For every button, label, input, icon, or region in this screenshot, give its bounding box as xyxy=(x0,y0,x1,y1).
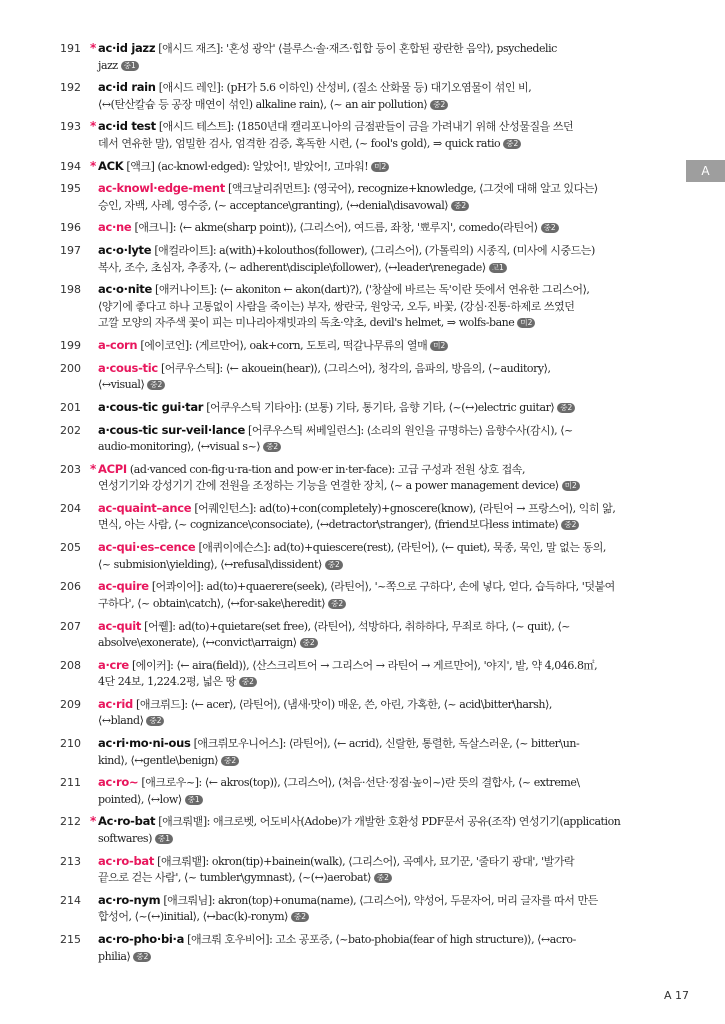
headword: ac·ro-bat xyxy=(98,853,155,868)
entry-198 xyxy=(60,281,675,332)
entry-number: 192 xyxy=(60,81,81,95)
definition-text: 합성어, ⟨~(↔)initial⟩, ⟨↔bac(k)-ronym⟩ xyxy=(98,910,288,924)
entry-line xyxy=(98,813,675,831)
entry-number: 212 xyxy=(60,815,81,829)
definition-text: [애크니]: ⟨← akme(sharp point)⟩, ⟨그리스어⟩, 여드름, 좌창, '뾰루지', comedo⟨라틴어⟩ xyxy=(134,221,538,235)
entry-200 xyxy=(60,360,675,394)
entry-content xyxy=(98,931,675,965)
entry-content xyxy=(98,337,675,355)
definition-text: 데서 연유한 말⟩, 엄밀한 검사, 엄격한 검증, 혹독한 시련, ⟨~ fool's gold⟩, ⇒ quick ratio xyxy=(98,136,501,150)
entry-195 xyxy=(60,180,675,214)
level-badge: 중2 xyxy=(263,442,281,452)
definition-text: [애컬라이트]: a(with)+kolouthos(follower), ⟨그리스어⟩, (가톨릭의) 시종직, (미사에 시중드는) xyxy=(154,244,595,258)
entry-line xyxy=(98,399,675,417)
definition-text: 승인, 자백, 사례, 영수증, ⟨~ acceptance\granting⟩, ⟨↔denial\disavowal⟩ xyxy=(98,198,449,212)
entry-line xyxy=(98,539,675,557)
entry-content xyxy=(98,399,675,417)
entry-content xyxy=(98,242,675,276)
headword: ac-knowl·edge-ment xyxy=(98,181,225,196)
entry-number: 213 xyxy=(60,854,81,868)
entry-line xyxy=(98,260,675,277)
entry-line xyxy=(98,909,675,926)
entry-number: 209 xyxy=(60,697,81,711)
headword: ac·id test xyxy=(98,119,156,134)
level-badge: 중2 xyxy=(300,638,318,648)
entry-206 xyxy=(60,578,675,612)
definition-text: [어쿠우스틱 기타아]: (보통) 기타, 통기타, 음향 기타, ⟨~(↔)electric guitar⟩ xyxy=(206,400,555,414)
entry-content xyxy=(90,461,675,495)
section-tab[interactable]: A xyxy=(686,160,725,182)
entry-line xyxy=(98,97,675,114)
entry-number: 200 xyxy=(60,361,81,375)
headword: ACK xyxy=(98,158,124,173)
entry-content xyxy=(90,813,675,847)
entry-208 xyxy=(60,657,675,691)
level-badge: 중2 xyxy=(328,599,346,609)
entry-line xyxy=(98,461,675,479)
headword: Ac·ro-bat xyxy=(98,814,156,829)
entry-line xyxy=(98,635,675,652)
entry-line xyxy=(98,315,675,332)
definition-text: ⟨↔bland⟩ xyxy=(98,714,144,728)
level-badge: 중2 xyxy=(133,952,151,962)
page-number: A 17 xyxy=(663,989,689,1002)
entry-line xyxy=(98,892,675,910)
level-badge: 중1 xyxy=(155,834,173,844)
entry-content xyxy=(98,578,675,612)
entry-191 xyxy=(60,40,675,74)
entry-content xyxy=(98,500,675,534)
definition-text: [어콰이어]: ad(to)+quaerere(seek), ⟨라틴어⟩, '~쪽으로 구하다', 손에 넣다, 얻다, 습득하다, '덧붙여 xyxy=(151,580,615,594)
definition-text: jazz xyxy=(98,58,118,72)
entry-number: 197 xyxy=(60,244,81,258)
headword: ac·rid xyxy=(98,696,133,711)
definition-text: [에이커]: ⟨← aira(field)⟩, ⟨산스크리트어 → 그리스어 → 라틴어 → 게르만어⟩, '야지', 밭, 약 4,046.8㎡, xyxy=(131,658,598,672)
entry-line xyxy=(98,713,675,730)
level-badge: 미2 xyxy=(517,318,535,328)
entry-line xyxy=(98,439,675,456)
definition-text: [애크뤄뱉]: okron(tip)+bainein(walk), ⟨그리스어⟩, 곡예사, 묘기꾼, '줄타기 광대', '발가락 xyxy=(157,854,575,868)
definition-text: 구하다', ⟨~ obtain\catch⟩, ⟨↔for-sake\heredit⟩ xyxy=(98,596,326,610)
definition-text: philia⟩ xyxy=(98,949,131,963)
entry-196 xyxy=(60,219,675,237)
level-badge: 중2 xyxy=(239,677,257,687)
level-badge: 미2 xyxy=(562,481,580,491)
entry-number: 205 xyxy=(60,541,81,555)
entry-line xyxy=(98,557,675,574)
entry-content xyxy=(90,40,675,74)
definition-text: [애시드 레인]: (pH가 5.6 이하인) 산성비, (질소 산화물 등) 대기오염물이 섞인 비, xyxy=(158,81,532,95)
definition-text: 복사, 조수, 초심자, 추종자, ⟨~ adherent\disciple\follower⟩, ⟨↔leader\renegade⟩ xyxy=(98,260,486,274)
entry-number: 214 xyxy=(60,893,81,907)
definition-text: audio-monitoring⟩, ⟨↔visual s~⟩ xyxy=(98,440,261,454)
headword: ac-qui·es–cence xyxy=(98,540,196,555)
level-badge: 중2 xyxy=(325,560,343,570)
entry-content xyxy=(98,892,675,926)
entry-content xyxy=(98,219,675,237)
level-badge: 중2 xyxy=(374,873,392,883)
level-badge: 중2 xyxy=(561,520,579,530)
entry-number: 203 xyxy=(60,462,81,476)
entry-number: 195 xyxy=(60,182,81,196)
entry-line xyxy=(98,753,675,770)
entry-number: 199 xyxy=(60,339,81,352)
headword: ac-quit xyxy=(98,618,142,633)
definition-text: [어퀱]: ad(to)+quietare(set free), ⟨라틴어⟩, 석방하다, 취하하다, 무죄로 하다, ⟨~ quit⟩, ⟨~ xyxy=(144,619,571,633)
entry-212 xyxy=(60,813,675,847)
entry-line xyxy=(98,422,675,440)
level-badge: 중2 xyxy=(503,139,521,149)
headword: ac·ro-pho·bi·a xyxy=(98,932,185,946)
entry-line xyxy=(98,478,675,495)
entry-line xyxy=(98,517,675,534)
entry-line xyxy=(98,281,675,299)
entry-content xyxy=(98,696,675,730)
entry-content xyxy=(98,853,675,887)
entry-201 xyxy=(60,399,675,417)
entry-number: 206 xyxy=(60,580,81,594)
definition-text: [애시드 테스트]: ⟨1850년대 캘리포니아의 금점판들이 금을 가려내기 위해 산성물질을 쓰던 xyxy=(158,120,574,134)
level-badge: 중2 xyxy=(451,201,469,211)
entry-197 xyxy=(60,242,675,276)
entry-content xyxy=(98,281,675,332)
entry-content xyxy=(98,735,675,769)
definition-text: [어쿠우스틱 써베일런스]: ⟨소리의 원인을 규명하는⟩ 음향수사(감시), ⟨~ xyxy=(248,423,573,437)
headword: ac·ri·mo·ni-ous xyxy=(98,736,191,751)
entry-content xyxy=(98,618,675,652)
entry-line xyxy=(98,500,675,518)
entry-line xyxy=(98,949,675,966)
entry-number: 202 xyxy=(60,423,81,437)
entry-line xyxy=(98,79,675,97)
entry-199 xyxy=(60,337,675,355)
definition-text: pointed⟩, ⟨↔low⟩ xyxy=(98,792,182,806)
definition-text: 고깔 모양의 자주색 꽃이 피는 미나리아재빗과의 독초·약초, devil's helmet, ⇒ wolfs-bane xyxy=(98,316,515,330)
definition-text: 끝으로 걷는 사람', ⟨~ tumbler\gymnast⟩, ⟨~(↔)aerobat⟩ xyxy=(98,871,371,885)
entry-content xyxy=(98,774,675,808)
entry-number: 208 xyxy=(60,658,81,672)
entry-number: 210 xyxy=(60,737,81,751)
entry-number: 198 xyxy=(60,283,81,297)
entry-line xyxy=(98,792,675,809)
entry-number: 211 xyxy=(60,776,81,790)
star-mark: * xyxy=(90,814,97,829)
definition-text: absolve\exonerate⟩, ⟨↔convict\arraign⟩ xyxy=(98,636,297,649)
level-badge: 중2 xyxy=(430,100,448,110)
entry-number: 207 xyxy=(60,619,81,633)
entry-number: 194 xyxy=(60,159,81,173)
definition-text: [애시드 재즈]: '혼성 광악' ⟨블루스·솔·재즈·힙합 등이 혼합된 광란한 음악⟩, psychedelic xyxy=(158,42,557,55)
entry-214 xyxy=(60,892,675,926)
entry-line xyxy=(98,853,675,871)
entry-line xyxy=(98,118,675,136)
entry-207 xyxy=(60,618,675,652)
entry-line xyxy=(98,931,675,949)
entry-number: 196 xyxy=(60,221,81,235)
headword: ac·id rain xyxy=(98,80,156,95)
entry-line xyxy=(98,831,675,848)
entry-number: 201 xyxy=(60,400,81,414)
definition-text: [액크] (ac-knowl·edged): 알았어!, 받았어!, 고마워! xyxy=(126,159,369,173)
entry-content xyxy=(90,158,675,176)
definition-text: [애크뤄님]: akron(top)+onuma(name), ⟨그리스어⟩, 약성어, 두문자어, 머리 글자를 따서 만든 xyxy=(163,893,598,907)
entry-192 xyxy=(60,79,675,113)
headword: ac·id jazz xyxy=(98,41,156,55)
definition-text: [애크뤼드]: ⟨← acer⟩, ⟨라틴어⟩, (냄새·맛이) 매운, 쓴, 아린, 가혹한, ⟨~ acid\bitter\harsh⟩, xyxy=(136,697,552,711)
definition-text: [어퀘인턴스]: ad(to)+con(completely)+gnoscere(know), ⟨라틴어 → 프랑스어⟩, 익히 앎, xyxy=(194,501,616,515)
headword: ac·ro~ xyxy=(98,775,139,790)
definition-text: [애크뤄 호우비어]: 고소 공포증, ⟨~bato-phobia(fear of high structure)⟩, ⟨↔acro- xyxy=(187,933,576,946)
entry-line xyxy=(98,180,675,198)
level-badge: 중1 xyxy=(121,61,139,71)
headword: a·cous-tic xyxy=(98,360,158,375)
level-badge: 중2 xyxy=(557,403,575,413)
headword: ac·ro-nym xyxy=(98,892,161,907)
entry-194 xyxy=(60,158,675,176)
entry-list xyxy=(60,40,675,970)
headword: a·cous-tic gui·tar xyxy=(98,399,204,414)
entry-number: 193 xyxy=(60,120,81,134)
entry-number: 191 xyxy=(60,42,81,55)
headword: ACPI xyxy=(98,461,127,476)
star-mark: * xyxy=(90,119,97,134)
entry-line xyxy=(98,674,675,691)
level-badge: 중2 xyxy=(291,912,309,922)
entry-line xyxy=(98,219,675,237)
entry-line xyxy=(98,578,675,596)
entry-205 xyxy=(60,539,675,573)
entry-line xyxy=(98,242,675,260)
entry-line xyxy=(98,596,675,613)
headword: ac·o·nite xyxy=(98,282,152,297)
headword: a·cous-tic sur-veil·lance xyxy=(98,422,245,437)
level-badge: 중2 xyxy=(541,223,559,233)
entry-line xyxy=(98,58,675,75)
definition-text: 연성기기와 강성기기 간에 전원을 조정하는 기능을 연결한 장치, ⟨~ a power management device⟩ xyxy=(98,479,559,493)
entry-line xyxy=(98,774,675,792)
entry-content xyxy=(98,539,675,573)
definition-text: [어쿠우스틱]: ⟨← akouein(hear)⟩, ⟨그리스어⟩, 청각의, 음파의, 방음의, ⟨~auditory⟩, xyxy=(160,361,551,375)
entry-line xyxy=(98,657,675,675)
headword: ac·ne xyxy=(98,220,132,235)
entry-line xyxy=(98,618,675,636)
level-badge: 중2 xyxy=(147,380,165,390)
entry-211 xyxy=(60,774,675,808)
entry-content xyxy=(98,79,675,113)
definition-text: [애퀴이에슨스]: ad(to)+quiescere(rest), ⟨라틴어⟩, ⟨← quiet⟩, 묵종, 묵인, 말 없는 동의, xyxy=(198,541,606,555)
level-badge: 미2 xyxy=(430,341,448,351)
star-mark: * xyxy=(90,158,97,173)
level-badge: 미2 xyxy=(371,162,389,172)
definition-text: 4단 24보, 1,224.2평, 넓은 땅 xyxy=(98,675,236,689)
definition-text: ⟨양기에 좋다고 하나 고통없이 사람을 죽이는⟩ 부자, 쌍란국, 원앙국, 오두, 바꽃, ⟨강심·진통·하제로 쓰였던 xyxy=(98,299,575,313)
definition-text: ⟨↔visual⟩ xyxy=(98,378,145,392)
entry-content xyxy=(98,422,675,456)
entry-line xyxy=(98,696,675,714)
entry-215 xyxy=(60,931,675,965)
entry-line xyxy=(98,136,675,153)
entry-content xyxy=(98,657,675,691)
entry-number: 215 xyxy=(60,933,81,946)
definition-text: [액크날리쥐먼트]: ⟨영국어⟩, recognize+knowledge, ⟨그것에 대해 알고 있다는⟩ xyxy=(227,182,598,196)
definition-text: ⟨↔(탄산칼슘 등 공장 매연이 섞인) alkaline rain⟩, ⟨~ an air pollution⟩ xyxy=(98,97,428,111)
definition-text: (ad·vanced con-fig·u·ra-tion and pow·er in·ter-face): 고급 구성과 전원 상호 접속, xyxy=(129,462,526,476)
entry-202 xyxy=(60,422,675,456)
entry-line xyxy=(98,299,675,316)
level-badge: 중2 xyxy=(221,756,239,766)
entry-193 xyxy=(60,118,675,152)
definition-text: 면식, 아는 사람, ⟨~ cognizance\consociate⟩, ⟨↔detractor\stranger⟩, ⟨friend보다less intimate⟩ xyxy=(98,518,559,532)
entry-line xyxy=(98,198,675,215)
star-mark: * xyxy=(90,461,97,476)
entry-203 xyxy=(60,461,675,495)
entry-content xyxy=(98,180,675,214)
definition-text: [애크로우~]: ⟨← akros(top)⟩, ⟨그리스어⟩, ⟨처음·선단·정점·높이~⟩란 뜻의 결합사, ⟨~ extreme\ xyxy=(141,776,580,790)
entry-line xyxy=(98,40,675,58)
entry-line xyxy=(98,337,675,355)
entry-content xyxy=(90,118,675,152)
entry-204 xyxy=(60,500,675,534)
entry-213 xyxy=(60,853,675,887)
entry-line xyxy=(98,360,675,378)
star-mark: * xyxy=(90,41,97,55)
headword: a-corn xyxy=(98,338,138,352)
entry-line xyxy=(98,158,675,176)
entry-line xyxy=(98,735,675,753)
headword: a·cre xyxy=(98,657,129,672)
definition-text: [애크뤄뱉]: 애크로벳, 어도비사(Adobe)가 개발한 호환성 PDF문서 공유(조작) 연성기기(application xyxy=(158,815,621,829)
definition-text: ⟨~ submision\yielding⟩, ⟨↔refusal\dissident⟩ xyxy=(98,557,322,571)
definition-text: [애커나이트]: ⟨← akoniton ← akon(dart)?⟩, ⟨'창살에 바르는 독'이란 뜻에서 연유한 그리스어⟩, xyxy=(155,283,590,297)
entry-number: 204 xyxy=(60,501,81,515)
entry-209 xyxy=(60,696,675,730)
level-badge: 중1 xyxy=(185,795,203,805)
level-badge: 고1 xyxy=(489,263,507,273)
headword: ac·o·lyte xyxy=(98,243,152,258)
definition-text: softwares) xyxy=(98,831,152,845)
definition-text: kind⟩, ⟨↔gentle\benign⟩ xyxy=(98,753,219,767)
headword: ac-quire xyxy=(98,579,149,594)
definition-text: [애크뤼모우니어스]: ⟨라틴어⟩, ⟨← acrid⟩, 신랄한, 통렬한, 독살스러운, ⟨~ bitter\un- xyxy=(193,737,580,751)
headword: ac-quaint–ance xyxy=(98,500,192,515)
entry-content xyxy=(98,360,675,394)
entry-210 xyxy=(60,735,675,769)
entry-line xyxy=(98,377,675,394)
entry-line xyxy=(98,870,675,887)
level-badge: 중2 xyxy=(146,716,164,726)
definition-text: [에이코언]: ⟨게르만어⟩, oak+corn, 도토리, 떡갈나무류의 열매 xyxy=(140,339,428,352)
